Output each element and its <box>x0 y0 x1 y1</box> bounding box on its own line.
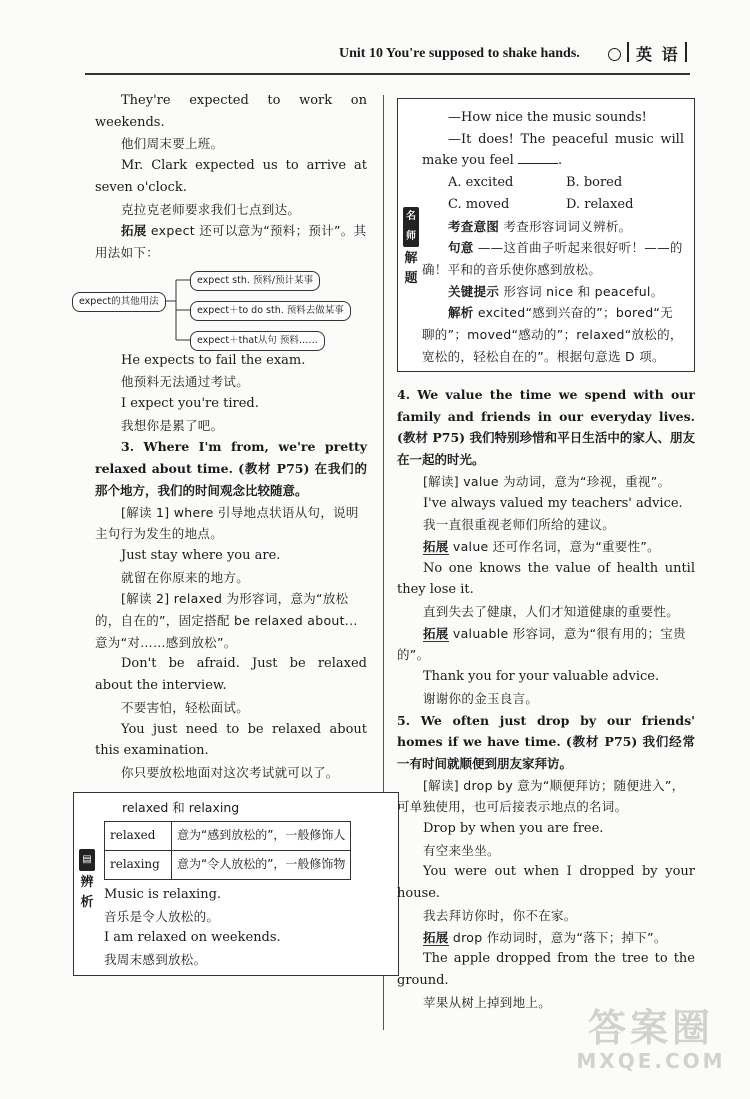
example-zh: 他预料无法通过考试。 <box>121 374 250 390</box>
key-sentence: 5. We often just drop by our friends' homes if we have time. (教材 P75) 我们经常一有时间就顺便到朋友家拜访。 <box>397 712 695 771</box>
example-zh: 我去拜访你时，你不在家。 <box>423 907 577 923</box>
teacher-solution-box <box>397 98 695 372</box>
question-line: —How nice the music sounds! <box>448 110 647 125</box>
example-en: Thank you for your valuable advice. <box>423 669 660 685</box>
answer-blank <box>518 163 558 164</box>
divider <box>627 42 629 62</box>
table-cell: 意为“令人放松的”，一般修饰物 <box>172 851 351 880</box>
solution-hint: 关键提示 形容词 nice 和 peaceful。 <box>448 283 664 299</box>
options-row <box>422 172 684 194</box>
example-zh: 直到失去了健康，人们才知道健康的重要性。 <box>423 604 680 620</box>
comparison-side-label: ▤ 辨析 <box>78 849 96 913</box>
example-zh: 不要害怕，轻松面试。 <box>121 699 250 715</box>
example-zh: 我一直很重视老师们所给的建议。 <box>423 517 616 533</box>
extension-note: 拓展 expect 还可以意为“预料；预计”。其用法如下： <box>95 223 367 260</box>
option-b: B. bored <box>566 175 623 191</box>
example-en: Mr. Clark expected us to arrive at seven o'clock. <box>95 158 367 195</box>
example-zh: 有空来坐坐。 <box>423 842 500 858</box>
example-en: He expects to fail the exam. <box>121 352 306 368</box>
solution-analysis: 解析 excited“感到兴奋的”；bored“无聊的”；moved“感动的”；relaxed“放松的，宽松的，轻松自在的”。根据句意选 D 项。 <box>422 305 683 364</box>
example-en: I am relaxed on weekends. <box>104 930 281 946</box>
solution-intent: 考查意图 考查形容词词义辨析。 <box>448 218 632 234</box>
divider <box>685 42 687 62</box>
circle-icon <box>608 48 621 61</box>
watermark-url: MXQE.COM <box>576 1049 726 1073</box>
solution-side-label: 名 师 解 题 <box>402 207 420 289</box>
table-cell: relaxing <box>105 851 172 880</box>
table-cell: relaxed <box>105 822 172 851</box>
extension-note: 拓展 value 还可作名词，意为“重要性”。 <box>423 538 660 554</box>
explanation: [解读] drop by 意为“顺便拜访；随便进入”，可单独使用，也可后接表示地点的名词。 <box>397 777 685 815</box>
extension-note: 拓展 drop 作动词时，意为“落下；掉下”。 <box>423 929 667 945</box>
example-en: No one knows the value of health until they lose it. <box>397 560 695 598</box>
watermark-logo-text: 答案圈 <box>587 1006 714 1050</box>
example-zh: 我想你是累了吧。 <box>121 417 224 433</box>
subject-label: 英 语 <box>636 45 680 64</box>
comparison-table <box>104 821 351 879</box>
mindmap-root: expect的其他用法 <box>72 292 166 312</box>
question-line: —It does! The peaceful music will make you feel . <box>422 131 684 169</box>
explanation: [解读] value 为动词，意为“珍视，重视”。 <box>423 473 671 489</box>
book-icon: ▤ <box>79 849 95 871</box>
expect-mindmap <box>79 268 367 350</box>
example-zh: 他们周末要上班。 <box>121 136 224 152</box>
key-sentence: 4. We value the time we spend with our family and friends in our everyday lives. (教材 P75) 我们特别珍惜和平日生活中的家人、朋友在一起的时光。 <box>397 387 695 468</box>
mindmap-branch: expect sth. 预料/预计某事 <box>190 271 320 291</box>
example-zh: 我周末感到放松。 <box>104 951 207 967</box>
option-a: A. excited <box>448 175 514 191</box>
example-en: Just stay where you are. <box>121 547 281 563</box>
option-c: C. moved <box>448 196 510 212</box>
example-en: You were out when I dropped by your house. <box>397 864 695 902</box>
table-cell: 意为“感到放松的”，一般修饰人 <box>172 822 351 851</box>
mindmap-branch: expect＋that从句 预料…… <box>190 331 325 351</box>
header-rule <box>85 73 690 75</box>
example-zh: 谢谢你的金玉良言。 <box>423 690 539 706</box>
comparison-title: relaxed 和 relaxing <box>122 799 240 815</box>
example-en: Drop by when you are free. <box>423 821 604 837</box>
unit-title: Unit 10 You're supposed to shake hands. <box>339 46 580 61</box>
options-row <box>422 194 684 216</box>
solution-content <box>422 107 684 367</box>
example-zh: 就留在你原来的地方。 <box>121 569 250 585</box>
option-d: D. relaxed <box>566 196 634 212</box>
example-zh: 音乐是令人放松的。 <box>104 908 220 924</box>
example-en: Don't be afraid. Just be relaxed about the interview. <box>95 656 367 694</box>
extension-tag: 拓展 <box>121 223 147 239</box>
site-watermark <box>576 1007 726 1077</box>
example-zh: 苹果从树上掉到地上。 <box>423 994 552 1010</box>
explanation: [解读 1] where 引导地点状语从句，说明主句行为发生的地点。 <box>95 504 359 542</box>
explanation: [解读 2] relaxed 为形容词，意为“放松的，自在的”，固定搭配 be relaxed about... 意为“对……感到放松”。 <box>95 591 358 650</box>
mindmap-branch: expect＋to do sth. 预料去做某事 <box>190 301 351 321</box>
example-en: Music is relaxing. <box>104 886 222 902</box>
example-zh: 你只要放松地面对这次考试就可以了。 <box>121 764 339 780</box>
example-en: I've always valued my teachers' advice. <box>423 495 683 511</box>
page-header <box>0 38 750 78</box>
key-sentence: 3. Where I'm from, we're pretty relaxed about time. (教材 P75) 在我们的那个地方，我们的时间观念比较随意。 <box>95 439 367 498</box>
example-en: I expect you're tired. <box>121 396 259 412</box>
table-row <box>105 851 351 880</box>
solution-meaning: 句意 ——这首曲子听起来很好听！——的确！平和的音乐使你感到放松。 <box>422 240 683 277</box>
example-en: The apple dropped from the tree to the ground. <box>397 951 695 988</box>
teacher-icon: 名 师 <box>403 207 419 247</box>
example-en: They're expected to work on weekends. <box>95 93 367 130</box>
extension-note: 拓展 valuable 形容词，意为“很有用的；宝贵的”。 <box>397 625 686 663</box>
right-column <box>397 384 695 1013</box>
comparison-box <box>73 792 399 976</box>
left-column <box>79 90 367 976</box>
example-zh: 克拉克老师要求我们七点到达。 <box>121 201 301 217</box>
table-row <box>105 822 351 851</box>
example-en: You just need to be relaxed about this examination. <box>95 721 367 759</box>
